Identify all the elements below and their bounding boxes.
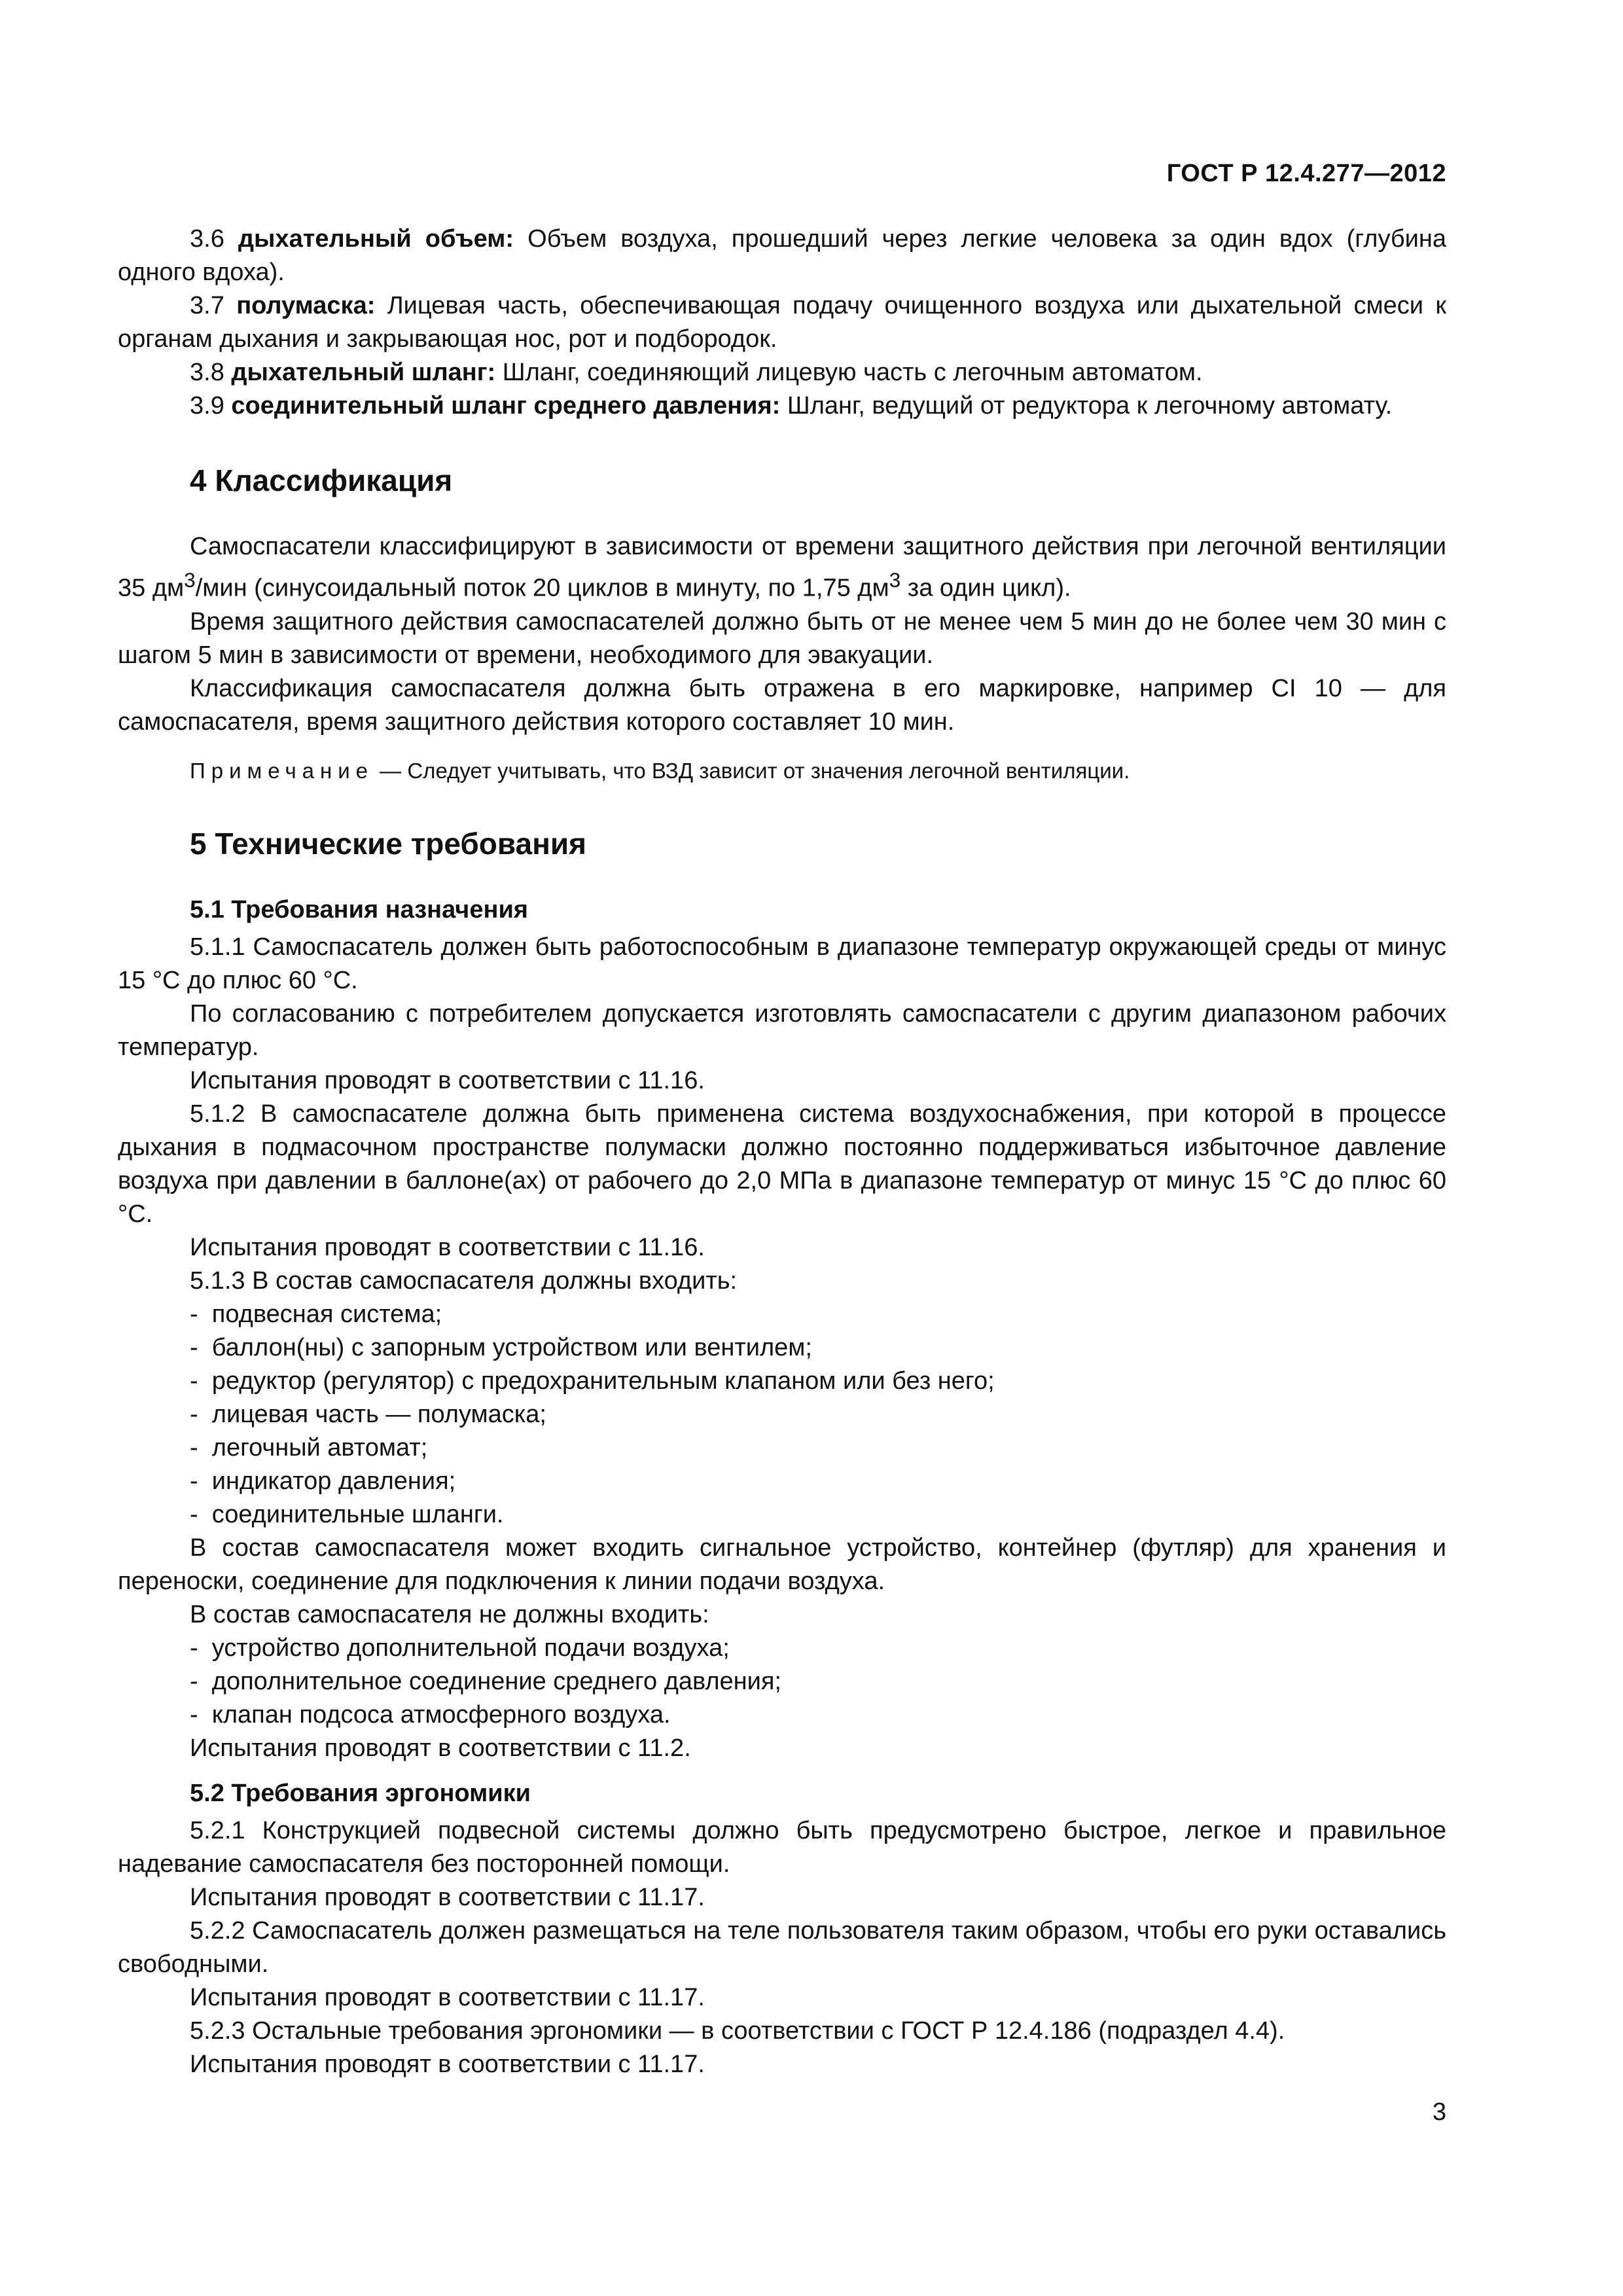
clause-5-1-3: 5.1.3 В состав самоспасателя должны входить: [190,1266,738,1295]
section-4-heading: 4 Классификация [190,463,453,497]
test-reference: Испытания проводят в соответствии с 11.2. [190,1734,691,1762]
clause-5-1-1: 5.1.1 Самоспасатель должен быть работоспособным в диапазоне температур окружающей среды от минус 15 °С до плюс 60 °С. [118,933,1446,994]
definition-term: полумаска: [236,292,376,319]
page-number: 3 [1432,2098,1446,2126]
excluded-list [118,1632,1446,1732]
protection-time-paragraph: Время защитного действия самоспасателей должно быть от не менее чем 5 мин до не более чем 30 мин с шагом 5 мин в зависимости от времени, необходимого для эвакуации. [118,607,1446,669]
definition-3-8: 3.8 дыхательный шланг: Шланг, соединяющий лицевую часть с легочным автоматом. [190,359,1203,386]
list-item: - индикатор давления; [118,1465,1446,1498]
definition-term: дыхательный объем: [238,225,514,253]
definition-term: дыхательный шланг: [231,359,496,386]
definition-3-9: 3.9 соединительный шланг среднего давления: Шланг, ведущий от редуктора к легочному автомату. [190,392,1393,420]
definition-3-6: 3.6 дыхательный объем: Объем воздуха, прошедший через легкие человека за один вдох (глубина одного вдоха). [118,225,1446,286]
list-item: - баллон(ны) с запорным устройством или вентилем; [118,1331,1446,1365]
running-header: ГОСТ Р 12.4.277—2012 [1166,160,1446,187]
definition-text: Объем воздуха, прошедший через легкие человека за один вдох (глубина одного вдоха). [118,225,1446,286]
test-reference: Испытания проводят в соответствии с 11.17. [190,1983,705,2011]
list-item: - клапан подсоса атмосферного воздуха. [118,1698,1446,1732]
list-item: - соединительные шланги. [118,1498,1446,1532]
note-text: — Следует учитывать, что ВЗД зависит от значения легочной вентиляции. [374,758,1130,783]
paragraph: По согласованию с потребителем допускается изготовлять самоспасатели с другим диапазоном рабочих температур. [118,999,1446,1061]
paragraph: В состав самоспасателя не должны входить: [190,1600,709,1628]
marking-paragraph: Классификация самоспасателя должна быть отражена в его маркировке, например CI 10 — для самоспасателя, время защитного действия которого составляет 10 мин. [118,674,1446,736]
definition-text: Шланг, соединяющий лицевую часть с легочным автоматом. [502,359,1203,386]
test-reference: Испытания проводят в соответствии с 11.17. [190,2050,705,2078]
classification-paragraph: Самоспасатели классифицируют в зависимости от времени защитного действия при легочной вентиляции 35 $дм^3$/мин (синусоидальный поток 20 циклов в минуту, по 1,75 $дм^3$ за один цикл). [118,533,1446,602]
clause-5-1-2: 5.1.2 В самоспасателе должна быть применена система воздухоснабжения, при которой в процессе дыхания в подмасочном пространстве полумаски должно постоянно поддерживаться избыточное давление воздуха при давлении в баллоне(ах) от рабочего до 2,0 МПа в диапазоне температур от минус 15 °С до плюс 60 °С. [118,1100,1446,1228]
test-reference: Испытания проводят в соответствии с 11.16. [190,1066,705,1094]
list-item: - дополнительное соединение среднего давления; [118,1665,1446,1698]
list-item: - редуктор (регулятор) с предохранительным клапаном или без него; [118,1365,1446,1398]
components-list [118,1298,1446,1532]
definition-term: соединительный шланг среднего давления: [231,392,781,420]
note-label: Примечание [190,758,374,783]
note [118,756,1446,786]
definition-3-7: 3.7 полумаска: Лицевая часть, обеспечивающая подачу очищенного воздуха или дыхательной смеси к органам дыхания и закрывающая нос, рот и подбородок. [118,292,1447,353]
section-5-heading: 5 Технические требования [190,826,586,861]
list-item: - легочный автомат; [118,1431,1446,1465]
definition-text: Лицевая часть, обеспечивающая подачу очищенного воздуха или дыхательной смеси к органам дыхания и закрывающая нос, рот и подбородок. [118,292,1447,353]
subsection-5-2-heading: 5.2 Требования эргономики [190,1779,531,1807]
list-item: - устройство дополнительной подачи воздуха; [118,1632,1446,1665]
definition-text: Шланг, ведущий от редуктора к легочному автомату. [787,392,1393,420]
clause-5-2-3: 5.2.3 Остальные требования эргономики — в соответствии с ГОСТ Р 12.4.186 (подраздел 4.4). [190,2017,1285,2045]
list-item: - подвесная система; [118,1298,1446,1331]
test-reference: Испытания проводят в соответствии с 11.17. [190,1883,705,1911]
test-reference: Испытания проводят в соответствии с 11.16. [190,1233,705,1261]
clause-5-2-2: 5.2.2 Самоспасатель должен размещаться на теле пользователя таким образом, чтобы его руки оставались свободными. [118,1916,1446,1978]
list-item: - лицевая часть — полумаска; [118,1398,1446,1431]
subsection-5-1-heading: 5.1 Требования назначения [190,895,528,924]
page-content [118,223,1446,2081]
paragraph: В состав самоспасателя может входить сигнальное устройство, контейнер (футляр) для хранения и переноски, соединение для подключения к линии подачи воздуха. [118,1534,1446,1595]
clause-5-2-1: 5.2.1 Конструкцией подвесной системы должно быть предусмотрено быстрое, легкое и правильное надевание самоспасателя без посторонней помощи. [118,1816,1446,1878]
